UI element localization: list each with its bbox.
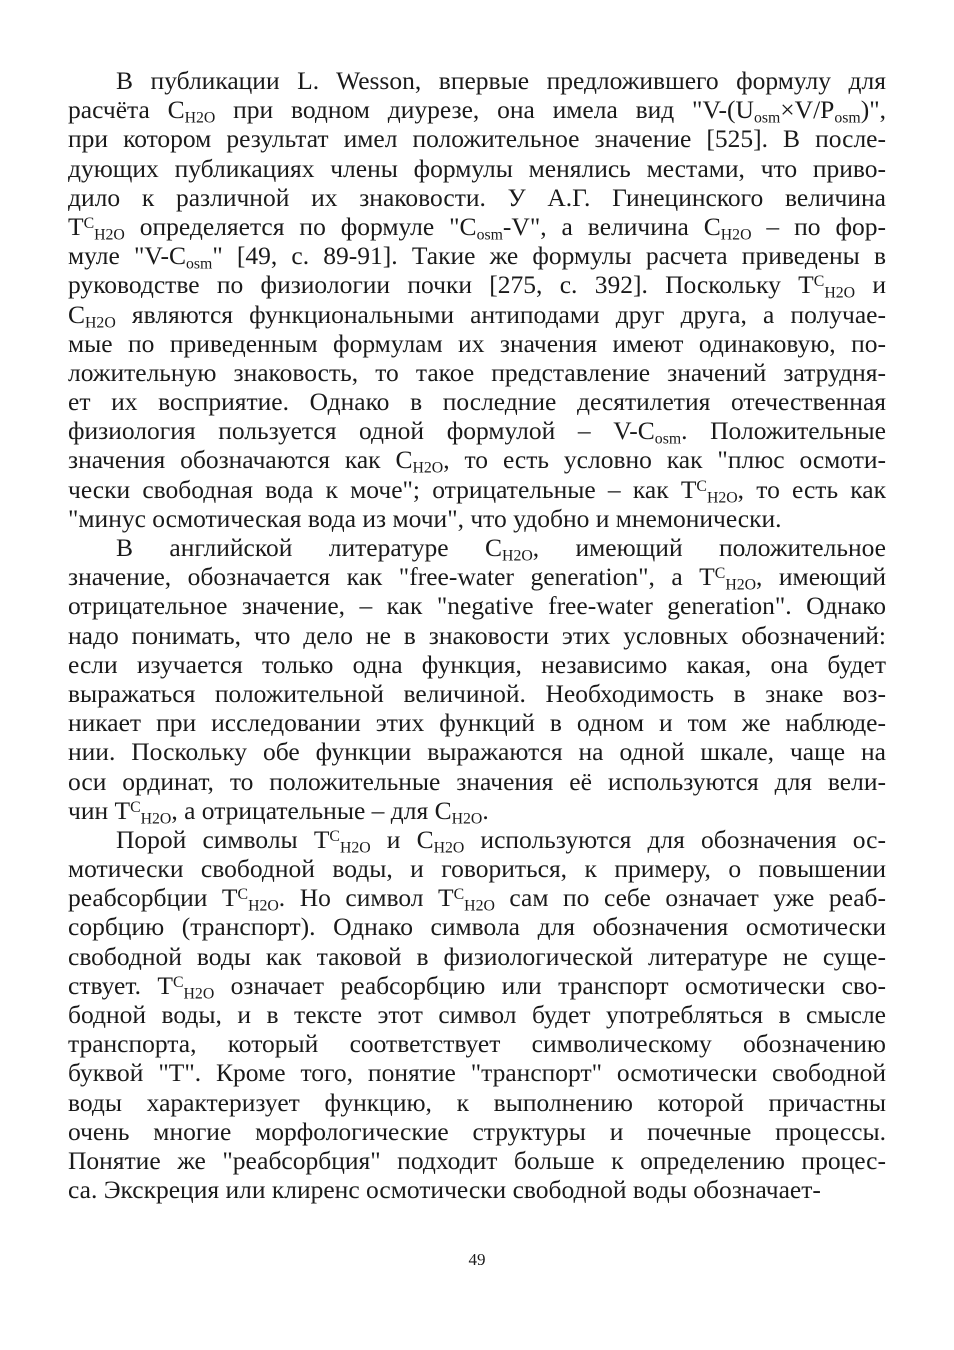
text-line: Порой символы $T^C_{H2O}$ и $C_{H2O}$ используются для обозначения ос-: [116, 824, 886, 857]
text-line: $C_{H2O}$ являются функциональными антиподами друг друга, а получае-: [68, 299, 886, 331]
text-line: дующих публикациях члены формулы менялись местами, что приво-: [68, 153, 886, 183]
text-line: ствует. $T^C_{H2O}$ означает реабсорбцию или транспорт осмотически сво-: [68, 970, 886, 1003]
text-line: никает при исследовании этих функций в одном и том же наблюде-: [68, 708, 886, 738]
text-line: выражаться положительной величиной. Необходимость в знаке воз-: [68, 678, 886, 708]
text-line: воды характеризует функцию, к выполнению которой причастны: [68, 1087, 886, 1117]
body-text: [68, 66, 886, 1204]
text-line: очень многие морфологические структуры и почечные процессы.: [68, 1116, 886, 1146]
text-line: В английской литературе $C_{H2O}$, имеющий положительное: [116, 533, 887, 565]
text-line: чин $T^C_{H2O}$, а отрицательные – для $C_{H2O}$.: [68, 795, 489, 828]
text-line: муле "$V-C_{osm}$" [49, с. 89-91]. Такие же формулы расчета приведены в: [68, 241, 886, 273]
text-line: транспорта, который соответствует символическому обозначению: [68, 1029, 886, 1059]
paragraph: [68, 825, 886, 1204]
text-line: нии. Поскольку обе функции выражаются на одной шкале, чаще на: [68, 737, 886, 767]
text-line: сорбцию (транспорт). Однако символа для обозначения осмотически: [68, 912, 886, 942]
text-line: надо понимать, что дело не в знаковости этих условных обозначений:: [68, 620, 886, 650]
text-line: свободной воды как таковой в физиологической литературе не суще-: [68, 941, 886, 971]
text-line: мые по приведенным формулам их значения имеют одинаковую, по-: [68, 328, 886, 358]
text-line: $T^C_{H2O}$ определяется по формуле "$C_{osm}-V$", а величина $C_{H2O}$ – по фор-: [68, 211, 886, 244]
paragraph: [68, 533, 887, 828]
text-line: са. Экскреция или клиренс осмотически свободной воды обозначает-: [68, 1175, 821, 1205]
text-line: бодной воды, и в тексте этот символ будет употребляться в смысле: [68, 1000, 886, 1029]
text-line: значения обозначаются как $C_{H2O}$, то есть условно как "плюс осмоти-: [68, 445, 887, 477]
text-line: буквой "T". Кроме того, понятие "транспорт" осмотически свободной: [68, 1058, 886, 1088]
page-number: 49: [468, 1250, 486, 1269]
text-line: при котором результат имел положительное значение [525]. В после-: [68, 124, 886, 154]
text-line: расчёта $C_{H2O}$ при водном диурезе, она имела вид "$V-(U_{osm}\times V/P_{osm})$",: [68, 95, 886, 127]
text-line: дило к различной их знаковости. У А.Г. Гинецинского величина: [68, 182, 886, 212]
text-line: отрицательное значение, – как "negative free-water generation". Однако: [68, 591, 886, 621]
text-line: ложительную знаковость, то такое представление значений затрудня-: [68, 357, 886, 387]
text-line: "минус осмотическая вода из мочи", что удобно и мнемонически.: [68, 503, 782, 533]
text-line: В публикации L. Wesson, впервые предложившего формулу для: [116, 66, 886, 95]
paragraph: [68, 66, 886, 533]
text-line: мотически свободной воды, и говориться, к примеру, о повышении: [68, 854, 886, 884]
text-line: чески свободная вода к моче"; отрицательные – как $T^C_{H2O}$, то есть как: [68, 474, 887, 507]
text-line: руководстве по физиологии почки [275, с. 392]. Поскольку $T^C_{H2O}$ и: [68, 270, 886, 302]
text-line: реабсорбции $T^C_{H2O}$. Но символ $T^C_{H2O}$ сам по себе означает уже реаб-: [68, 883, 886, 915]
text-line: ет их восприятие. Однако в последние десятилетия отечественная: [68, 387, 886, 417]
text-line: оси ординат, то положительные значения её используются для вели-: [68, 766, 886, 796]
text-line: значение, обозначается как "free-water generation", а $T^C_{H2O}$, имеющий: [68, 562, 886, 594]
text-line: Понятие же "реабсорбция" подходит больше к определению процес-: [68, 1145, 886, 1175]
text-line: если изучается только одна функция, независимо какая, она будет: [68, 649, 886, 679]
text-line: физиология пользуется одной формулой – $V-C_{osm}$. Положительные: [68, 416, 886, 448]
